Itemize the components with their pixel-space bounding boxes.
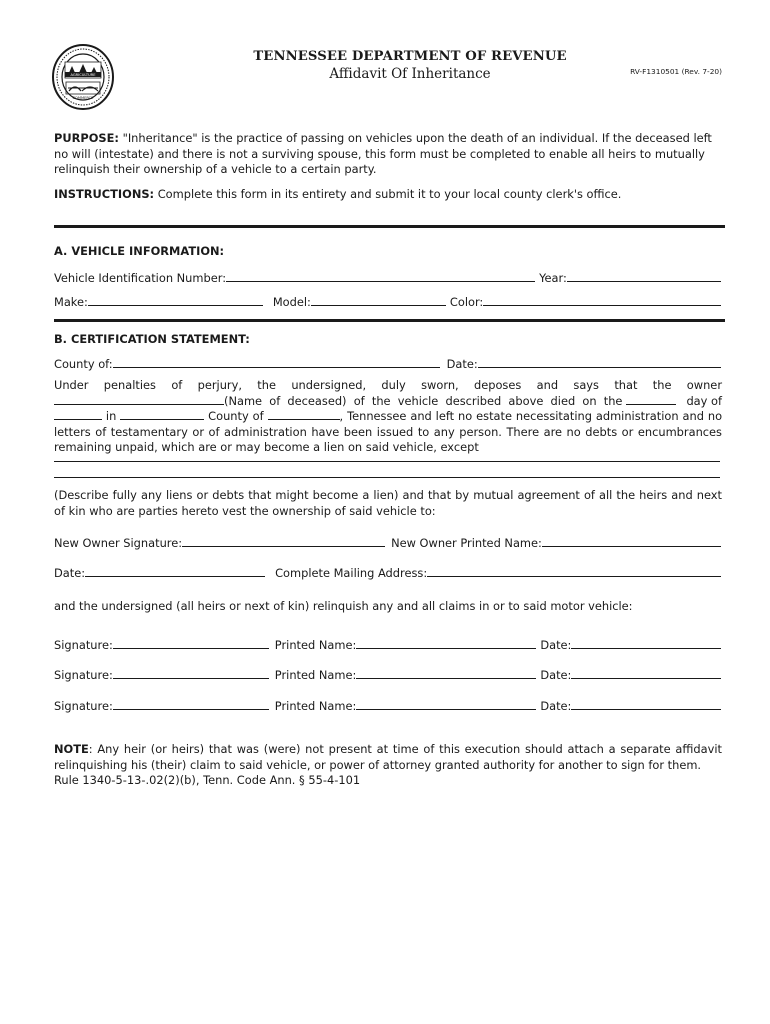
death-month-field[interactable] xyxy=(54,409,102,420)
heir-date-field[interactable] xyxy=(571,636,721,649)
instructions-paragraph xyxy=(54,187,722,203)
model-label: Model: xyxy=(272,295,311,309)
note-text: : Any heir (or heirs) that was (were) not present at time of this execution should attach a separate affidavit relinquishing his (their) claim to said vehicle, or power of attorney granted authority for another to sign for them. xyxy=(54,742,722,772)
new-owner-printed-name-label: New Owner Printed Name: xyxy=(391,536,542,550)
liens-line-1[interactable] xyxy=(54,461,720,462)
deceased-name-field[interactable] xyxy=(54,394,224,405)
form-number: RV-F1310501 (Rev. 7-20) xyxy=(630,67,722,76)
new-owner-signature-field[interactable] xyxy=(182,534,385,547)
year-label: Year: xyxy=(539,271,567,285)
document-title: TENNESSEE DEPARTMENT OF REVENUE xyxy=(253,49,567,64)
mailing-address-label: Complete Mailing Address: xyxy=(275,566,428,580)
section-a-heading: A. VEHICLE INFORMATION: xyxy=(54,244,225,258)
heir-signature-row xyxy=(54,697,721,713)
statement-line-1: Under penalties of perjury, the undersigned, duly sworn, deposes and says that the owner xyxy=(54,378,722,392)
heir-printed-name-field[interactable] xyxy=(356,666,536,679)
heir-printed-name-field[interactable] xyxy=(356,636,536,649)
new-owner-signature-row xyxy=(54,534,721,550)
death-county-field[interactable] xyxy=(268,409,340,420)
purpose-text: "Inheritance" is the practice of passing on vehicles upon the death of an individual. If the deceased left no will (intestate) and there is not a surviving spouse, this form must be completed to enable all heirs to mutually relinquish their ownership of a vehicle to a certain party. xyxy=(54,131,712,177)
heir-printed-name-field[interactable] xyxy=(356,697,536,710)
heir-date-label: Date: xyxy=(540,699,572,713)
certification-date-field[interactable] xyxy=(478,355,721,368)
mailing-address-field[interactable] xyxy=(427,564,721,577)
make-label: Make: xyxy=(54,295,88,309)
heir-printed-name-label: Printed Name: xyxy=(274,668,357,682)
certification-date-label: Date: xyxy=(446,357,478,371)
statement-day-of: day of xyxy=(686,393,722,408)
tennessee-state-seal xyxy=(52,44,114,110)
vin-label: Vehicle Identification Number: xyxy=(54,271,227,285)
heir-date-label: Date: xyxy=(540,638,572,652)
certification-statement xyxy=(54,378,722,456)
describe-liens-text: (Describe fully any liens or debts that might become a lien) and that by mutual agreement of all the heirs and next of kin who are parties hereto vest the ownership of said vehicle to: xyxy=(54,488,722,518)
legal-citation: Rule 1340-5-13-.02(2)(b), Tenn. Code Ann. § 55-4-101 xyxy=(54,773,361,787)
new-owner-date-address-row xyxy=(54,564,721,580)
statement-line-3 xyxy=(54,409,722,456)
heir-signature-label: Signature: xyxy=(54,699,113,713)
heir-signature-field[interactable] xyxy=(113,697,269,710)
new-owner-printed-name-field[interactable] xyxy=(542,534,721,547)
make-field[interactable] xyxy=(88,293,263,306)
vin-year-row xyxy=(54,269,721,285)
death-year-field[interactable] xyxy=(120,409,204,420)
heir-signature-row xyxy=(54,666,721,682)
new-owner-signature-label: New Owner Signature: xyxy=(54,536,183,550)
document-subtitle: Affidavit Of Inheritance xyxy=(329,66,491,82)
purpose-paragraph xyxy=(54,131,722,178)
statement-county-of: County of xyxy=(208,409,264,423)
heir-signature-field[interactable] xyxy=(113,636,269,649)
statement-remainder: , Tennessee and left no estate necessitating administration and no letters of testamentary or of administration have been issued to any person. There are no debts or encumbrances remaining unpaid, which are or may become a lien on said vehicle, except xyxy=(54,409,723,454)
purpose-label: PURPOSE: xyxy=(54,131,119,145)
county-label: County of: xyxy=(54,357,113,371)
heir-date-label: Date: xyxy=(540,668,572,682)
note-label: NOTE xyxy=(54,742,89,756)
year-field[interactable] xyxy=(567,269,721,282)
instructions-text: Complete this form in its entirety and submit it to your local county clerk's office. xyxy=(154,187,622,201)
section-divider xyxy=(54,319,725,322)
heir-signature-label: Signature: xyxy=(54,638,113,652)
death-day-field[interactable] xyxy=(626,394,676,405)
heir-printed-name-label: Printed Name: xyxy=(274,638,357,652)
new-owner-date-label: Date: xyxy=(54,566,86,580)
heir-date-field[interactable] xyxy=(571,666,721,679)
heir-signature-row xyxy=(54,636,721,652)
make-model-color-row xyxy=(54,293,721,309)
model-field[interactable] xyxy=(311,293,446,306)
statement-in: in xyxy=(105,409,117,423)
heir-signature-label: Signature: xyxy=(54,668,113,682)
county-field[interactable] xyxy=(113,355,440,368)
svg-text:COMMERCE: COMMERCE xyxy=(72,96,94,100)
liens-line-2[interactable] xyxy=(54,477,720,478)
instructions-label: INSTRUCTIONS: xyxy=(54,187,155,201)
relinquish-text: and the undersigned (all heirs or next of kin) relinquish any and all claims in or to said motor vehicle: xyxy=(54,599,633,613)
statement-line-2 xyxy=(54,394,722,410)
color-label: Color: xyxy=(449,295,484,309)
statement-deceased-text: (Name of deceased) of the vehicle described above died on the xyxy=(224,393,623,408)
vin-field[interactable] xyxy=(226,269,535,282)
heir-signature-field[interactable] xyxy=(113,666,269,679)
section-b-heading: B. CERTIFICATION STATEMENT: xyxy=(54,332,250,346)
heir-printed-name-label: Printed Name: xyxy=(274,699,357,713)
note-paragraph xyxy=(54,742,722,773)
new-owner-date-field[interactable] xyxy=(85,564,265,577)
color-field[interactable] xyxy=(483,293,721,306)
svg-text:AGRICULTURE: AGRICULTURE xyxy=(70,73,96,77)
county-date-row xyxy=(54,355,721,371)
section-divider xyxy=(54,225,725,228)
heir-date-field[interactable] xyxy=(571,697,721,710)
